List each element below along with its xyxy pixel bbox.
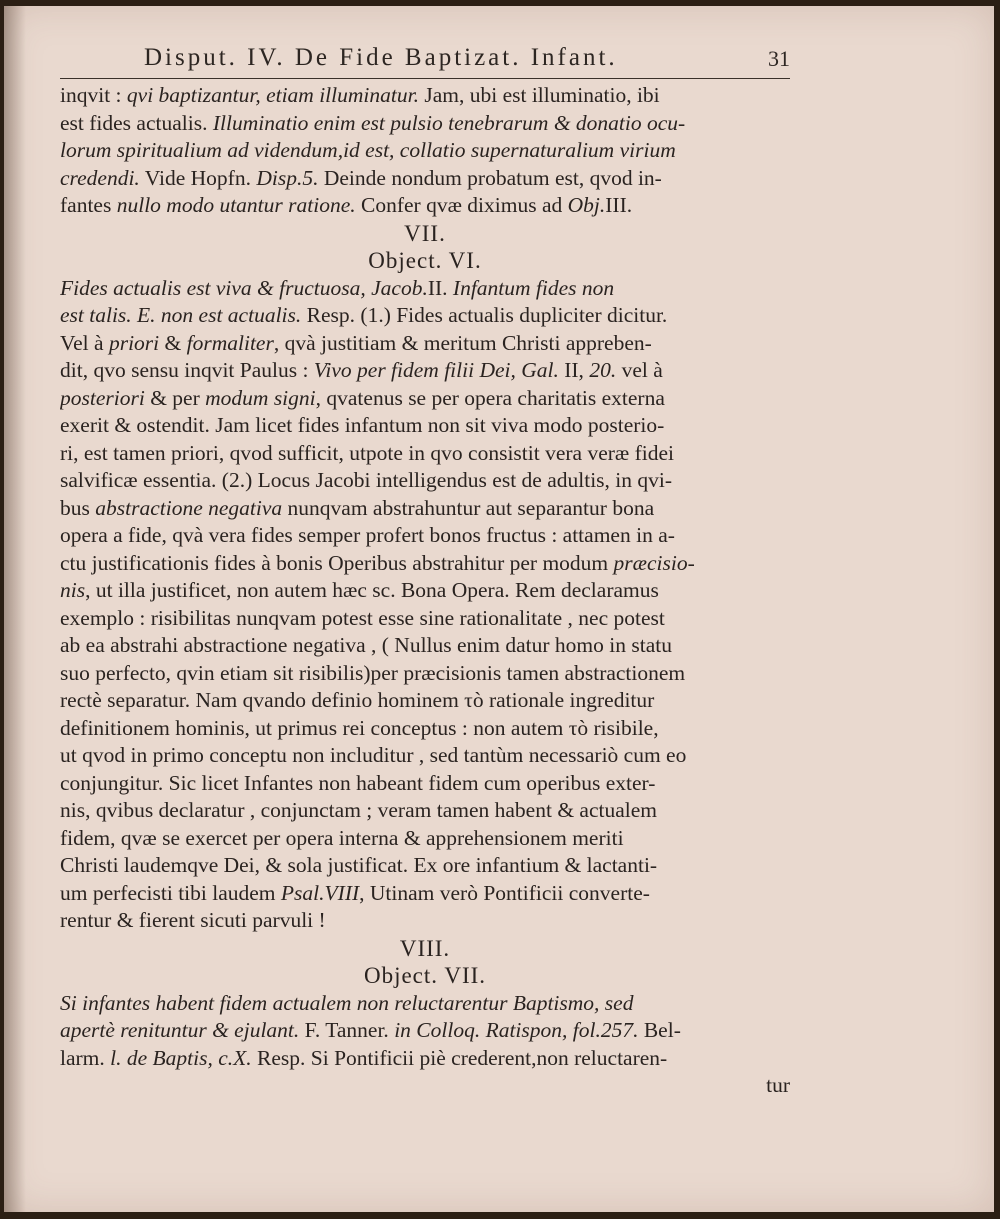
text-line: suo perfecto, qvin etiam sit risibilis)per præcisionis tamen abstractionem [60,660,686,685]
text-line: ab ea abstrahi abstractione negativa , ( Nullus enim datur homo in statu [60,633,672,657]
page-number: 31 [768,46,790,71]
text-line: ut qvod in primo conceptu non includitur , sed tantùm necessariò cum eo [60,743,687,767]
spine-shadow [4,6,26,1212]
text-line: Fides actualis est viva & fructuosa, Jacob.II. Infantum fides non [60,275,615,300]
text-line: rectè separatur. Nam qvando definio hominem τò rationale ingreditur [60,688,655,712]
section-viii [60,935,790,1073]
text-line: um perfecisti tibi laudem Psal.VIII, Utinam verò Pontificii converte- [60,880,650,905]
text-line: conjungitur. Sic licet Infantes non habeant fidem cum operibus exter- [60,770,656,795]
section-lines [60,990,790,1073]
text-line: opera a fide, qvà vera fides semper profert bonos fructus : attamen in a- [60,523,675,547]
text-line: ri, est tamen priori, qvod sufficit, utpote in qvo consistit vera veræ fidei [60,440,675,465]
text-line: nis, ut illa justificet, non autem hæc sc. Bona Opera. Rem declaramus [60,578,659,602]
text-line: fidem, qvæ se exercet per opera interna & apprehensionem meriti [60,825,624,850]
text-line: inqvit : qvi baptizantur, etiam illuminatur. Jam, ubi est illuminatio, ibi [60,83,660,107]
text-line: exerit & ostendit. Jam licet fides infantum non sit viva modo posterio- [60,413,665,437]
text-line: ctu justificationis fides à bonis Operibus abstrahitur per modum præcisio- [60,550,695,575]
section-vii [60,220,790,935]
text-line: est talis. E. non est actualis. Resp. (1.) Fides actualis dupliciter dicitur. [60,303,668,327]
text-line: exemplo : risibilitas nunqvam potest esse sine rationalitate , nec potest [60,605,665,630]
section-number: VII. [404,220,446,246]
text-line: Vel à priori & formaliter, qvà justitiam & meritum Christi appreben- [60,330,652,355]
text-line: posteriori & per modum signi, qvatenus se per opera charitatis externa [60,385,665,410]
text-line: apertè renituntur & ejulant. F. Tanner. in Colloq. Ratispon, fol.257. Bel- [60,1018,681,1042]
catchword: tur [766,1073,790,1097]
text-line: Christi laudemqve Dei, & sola justificat. Ex ore infantium & lactanti- [60,853,658,877]
text-line: Si infantes habent fidem actualem non reluctarentur Baptismo, sed [60,990,634,1015]
section-number: VIII. [399,935,451,961]
book-page [4,6,994,1212]
text-line: definitionem hominis, ut primus rei conceptus : non autem τò risibile, [60,715,659,740]
text-line: est fides actualis. Illuminatio enim est pulsio tenebrarum & donatio ocu- [60,110,686,135]
header-rule [60,78,790,79]
running-head: Disput. IV. De Fide Baptizat. Infant. [144,44,618,71]
text-line: nis, qvibus declaratur , conjunctam ; veram tamen habent & actualem [60,798,658,822]
section-heading: Object. VII. [363,963,487,988]
text-line: credendi. Vide Hopfn. Disp.5. Deinde nondum probatum est, qvod in- [60,165,662,190]
text-line: larm. l. de Baptis, c.X. Resp. Si Pontificii piè crederent,non reluctaren- [60,1045,668,1070]
text-line: fantes nullo modo utantur ratione. Confer qvæ diximus ad Obj.III. [60,193,633,217]
section-heading: Object. VI. [368,248,482,273]
text-line: dit, qvo sensu inqvit Paulus : Vivo per fidem filii Dei, Gal. II, 20. vel à [60,358,663,382]
page-body [60,82,790,1100]
text-line: salvificæ essentia. (2.) Locus Jacobi intelligendus est de adultis, in qvi- [60,468,673,492]
text-line: rentur & fierent sicuti parvuli ! [60,908,326,932]
text-line: bus abstractione negativa nunqvam abstrahuntur aut separantur bona [60,495,655,520]
text-line: lorum spiritualium ad videndum,id est, collatio supernaturalium virium [60,138,676,162]
section-intro [60,82,790,220]
section-lines [60,275,790,935]
